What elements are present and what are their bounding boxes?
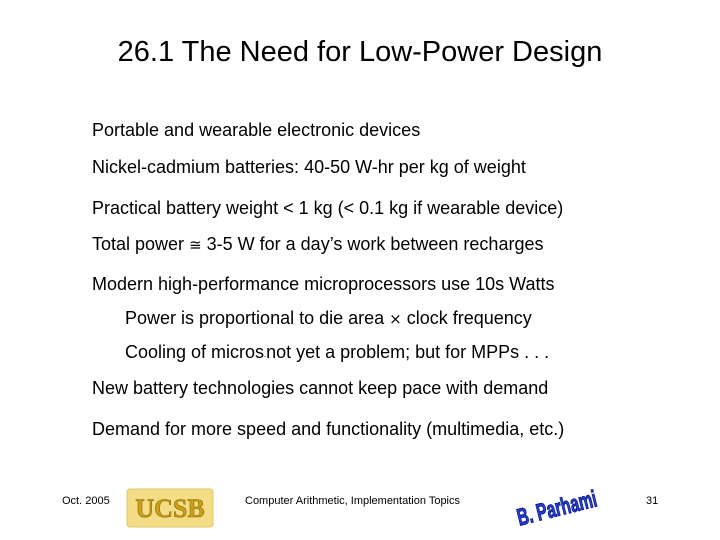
- bullet-item: Modern high-performance microprocessors use 10s Watts: [92, 274, 555, 294]
- bullet-text: Total power: [92, 234, 190, 254]
- ucsb-logo-text: UCSB: [135, 494, 205, 523]
- sub-bullet-item: [125, 341, 549, 368]
- bullet-item: Portable and wearable electronic devices: [92, 120, 421, 140]
- ucsb-logo: [126, 488, 214, 528]
- sub-bullet-item: [125, 307, 532, 330]
- small-dash: -: [264, 354, 267, 360]
- footer-course: Computer Arithmetic, Implementation Topics: [245, 495, 460, 507]
- bullet-text: clock frequency: [401, 308, 532, 328]
- page-number: 31: [646, 495, 659, 507]
- bullet-text: Cooling of micros: [125, 342, 265, 362]
- footer-date: Oct. 2005: [62, 495, 110, 507]
- bullet-item: Practical battery weight < 1 kg (< 0.1 kg if wearable device): [92, 198, 564, 218]
- author-logo: [512, 486, 602, 532]
- bullet-text: 3-5 W for a day’s work between recharges: [201, 234, 544, 254]
- multiply-symbol: ×: [389, 310, 402, 328]
- approx-equal-symbol: ≅: [189, 236, 202, 254]
- bullet-item: [92, 233, 543, 256]
- bullet-item: Nickel-cadmium batteries: 40-50 W-hr per kg of weight: [92, 157, 526, 177]
- bullet-text: not yet a problem; but for MPPs . . .: [266, 342, 550, 362]
- author-logo-text: B. Parhami: [514, 486, 600, 532]
- bullet-text: Power is proportional to die area: [125, 308, 390, 328]
- slide-title: 26.1 The Need for Low-Power Design: [117, 36, 603, 68]
- bullet-item: New battery technologies cannot keep pace with demand: [92, 378, 549, 398]
- bullet-item: Demand for more speed and functionality (multimedia, etc.): [92, 419, 565, 439]
